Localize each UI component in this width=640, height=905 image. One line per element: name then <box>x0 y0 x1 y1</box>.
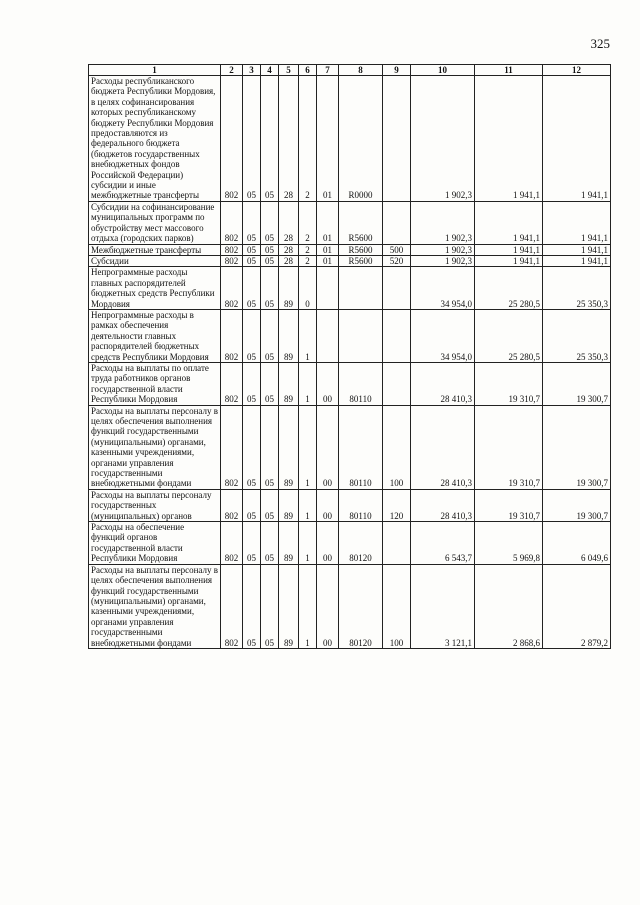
cell-c12: 25 350,3 <box>543 267 611 310</box>
cell-c2: 802 <box>221 201 243 244</box>
cell-c9: 500 <box>383 244 411 255</box>
cell-c5: 28 <box>279 76 299 202</box>
cell-c12: 1 941,1 <box>543 255 611 266</box>
header-row <box>89 65 611 76</box>
cell-c4: 05 <box>261 76 279 202</box>
cell-c2: 802 <box>221 564 243 648</box>
cell-c9 <box>383 522 411 565</box>
cell-c11: 1 941,1 <box>475 244 543 255</box>
cell-c2: 802 <box>221 255 243 266</box>
cell-c3: 05 <box>243 489 261 521</box>
cell-c5: 89 <box>279 489 299 521</box>
cell-c7 <box>317 309 339 362</box>
row-name: Расходы республиканского бюджета Республики Мордовия, в целях софинансирования которых республиканскому бюджету Республики Мордовия предоставляются из федерального бюджета (бюджетов государственных внебюджетных фондов Российской Федерации) субсидии и иные межбюджетные трансферты <box>89 76 221 202</box>
cell-c4: 05 <box>261 267 279 310</box>
cell-c6: 1 <box>299 522 317 565</box>
table-row <box>89 489 611 521</box>
cell-c6: 0 <box>299 267 317 310</box>
cell-c7: 00 <box>317 522 339 565</box>
cell-c3: 05 <box>243 255 261 266</box>
cell-c8: R0000 <box>339 76 383 202</box>
cell-c10: 28 410,3 <box>411 405 475 489</box>
table-row <box>89 267 611 310</box>
cell-c9 <box>383 267 411 310</box>
header-cell: 1 <box>89 65 221 76</box>
cell-c7: 00 <box>317 405 339 489</box>
cell-c4: 05 <box>261 201 279 244</box>
cell-c10: 1 902,3 <box>411 201 475 244</box>
cell-c7: 01 <box>317 76 339 202</box>
cell-c4: 05 <box>261 255 279 266</box>
cell-c12: 2 879,2 <box>543 564 611 648</box>
cell-c10: 1 902,3 <box>411 76 475 202</box>
cell-c11: 1 941,1 <box>475 255 543 266</box>
cell-c3: 05 <box>243 267 261 310</box>
header-cell: 10 <box>411 65 475 76</box>
cell-c10: 3 121,1 <box>411 564 475 648</box>
cell-c8: R5600 <box>339 244 383 255</box>
cell-c11: 19 310,7 <box>475 362 543 405</box>
cell-c11: 25 280,5 <box>475 309 543 362</box>
row-name: Межбюджетные трансферты <box>89 244 221 255</box>
cell-c7: 01 <box>317 201 339 244</box>
cell-c7: 01 <box>317 255 339 266</box>
cell-c6: 1 <box>299 564 317 648</box>
table-row <box>89 564 611 648</box>
row-name: Субсидии на софинансирование муниципальных программ по обустройству мест массового отдыха (городских парков) <box>89 201 221 244</box>
cell-c9: 100 <box>383 405 411 489</box>
row-name: Субсидии <box>89 255 221 266</box>
header-cell: 2 <box>221 65 243 76</box>
cell-c12: 19 300,7 <box>543 405 611 489</box>
row-name: Непрограммные расходы главных распорядителей бюджетных средств Республики Мордовия <box>89 267 221 310</box>
cell-c12: 25 350,3 <box>543 309 611 362</box>
cell-c11: 2 868,6 <box>475 564 543 648</box>
header-cell: 3 <box>243 65 261 76</box>
cell-c12: 6 049,6 <box>543 522 611 565</box>
cell-c3: 05 <box>243 564 261 648</box>
cell-c7: 00 <box>317 489 339 521</box>
cell-c5: 89 <box>279 309 299 362</box>
cell-c2: 802 <box>221 76 243 202</box>
cell-c3: 05 <box>243 522 261 565</box>
header-cell: 5 <box>279 65 299 76</box>
cell-c5: 28 <box>279 244 299 255</box>
cell-c11: 25 280,5 <box>475 267 543 310</box>
cell-c8: 80110 <box>339 405 383 489</box>
header-cell: 7 <box>317 65 339 76</box>
cell-c5: 28 <box>279 255 299 266</box>
table-row <box>89 405 611 489</box>
cell-c5: 89 <box>279 362 299 405</box>
cell-c2: 802 <box>221 489 243 521</box>
row-name: Расходы на выплаты персоналу в целях обеспечения выполнения функций государственными (муниципальными) органами, казенными учреждениями, органами управления государственными внебюджетными фондами <box>89 564 221 648</box>
cell-c9 <box>383 309 411 362</box>
cell-c8: 80110 <box>339 489 383 521</box>
cell-c8 <box>339 267 383 310</box>
cell-c3: 05 <box>243 201 261 244</box>
table-row <box>89 201 611 244</box>
cell-c9 <box>383 362 411 405</box>
cell-c4: 05 <box>261 489 279 521</box>
cell-c12: 1 941,1 <box>543 201 611 244</box>
cell-c8: R5600 <box>339 201 383 244</box>
cell-c7 <box>317 267 339 310</box>
cell-c7: 00 <box>317 362 339 405</box>
cell-c8 <box>339 309 383 362</box>
cell-c10: 28 410,3 <box>411 362 475 405</box>
cell-c6: 2 <box>299 255 317 266</box>
cell-c6: 1 <box>299 309 317 362</box>
cell-c6: 1 <box>299 405 317 489</box>
cell-c9 <box>383 201 411 244</box>
cell-c2: 802 <box>221 522 243 565</box>
cell-c2: 802 <box>221 244 243 255</box>
cell-c2: 802 <box>221 405 243 489</box>
table-row <box>89 362 611 405</box>
cell-c2: 802 <box>221 267 243 310</box>
table-row <box>89 244 611 255</box>
page-number: 325 <box>590 36 610 51</box>
cell-c10: 28 410,3 <box>411 489 475 521</box>
cell-c3: 05 <box>243 405 261 489</box>
cell-c10: 1 902,3 <box>411 255 475 266</box>
cell-c3: 05 <box>243 309 261 362</box>
cell-c5: 28 <box>279 201 299 244</box>
row-name: Расходы на выплаты по оплате труда работников органов государственной власти Республики Мордовия <box>89 362 221 405</box>
row-name: Расходы на выплаты персоналу в целях обеспечения выполнения функций государственными (муниципальными) органами, казенными учреждениями, органами управления государственными внебюджетными фондами <box>89 405 221 489</box>
cell-c10: 34 954,0 <box>411 309 475 362</box>
header-cell: 6 <box>299 65 317 76</box>
header-cell: 8 <box>339 65 383 76</box>
cell-c8: R5600 <box>339 255 383 266</box>
cell-c12: 1 941,1 <box>543 244 611 255</box>
cell-c12: 1 941,1 <box>543 76 611 202</box>
cell-c6: 2 <box>299 201 317 244</box>
cell-c12: 19 300,7 <box>543 489 611 521</box>
cell-c3: 05 <box>243 76 261 202</box>
cell-c9: 100 <box>383 564 411 648</box>
row-name: Расходы на обеспечение функций органов государственной власти Республики Мордовия <box>89 522 221 565</box>
cell-c5: 89 <box>279 522 299 565</box>
cell-c4: 05 <box>261 405 279 489</box>
cell-c11: 19 310,7 <box>475 405 543 489</box>
cell-c8: 80110 <box>339 362 383 405</box>
cell-c2: 802 <box>221 309 243 362</box>
row-name: Непрограммные расходы в рамках обеспечения деятельности главных распорядителей бюджетных средств Республики Мордовия <box>89 309 221 362</box>
cell-c7: 00 <box>317 564 339 648</box>
cell-c11: 1 941,1 <box>475 201 543 244</box>
cell-c3: 05 <box>243 362 261 405</box>
cell-c11: 19 310,7 <box>475 489 543 521</box>
row-name: Расходы на выплаты персоналу государственных (муниципальных) органов <box>89 489 221 521</box>
cell-c4: 05 <box>261 244 279 255</box>
table-row <box>89 309 611 362</box>
table-row <box>89 76 611 202</box>
header-cell: 12 <box>543 65 611 76</box>
table-row <box>89 522 611 565</box>
cell-c6: 2 <box>299 76 317 202</box>
cell-c6: 1 <box>299 489 317 521</box>
cell-c10: 1 902,3 <box>411 244 475 255</box>
cell-c4: 05 <box>261 362 279 405</box>
cell-c10: 34 954,0 <box>411 267 475 310</box>
cell-c9: 120 <box>383 489 411 521</box>
cell-c10: 6 543,7 <box>411 522 475 565</box>
header-cell: 11 <box>475 65 543 76</box>
cell-c6: 2 <box>299 244 317 255</box>
cell-c4: 05 <box>261 564 279 648</box>
budget-table <box>88 64 611 649</box>
cell-c5: 89 <box>279 564 299 648</box>
cell-c9: 520 <box>383 255 411 266</box>
cell-c4: 05 <box>261 309 279 362</box>
table-row <box>89 255 611 266</box>
cell-c6: 1 <box>299 362 317 405</box>
cell-c8: 80120 <box>339 564 383 648</box>
cell-c11: 5 969,8 <box>475 522 543 565</box>
header-cell: 4 <box>261 65 279 76</box>
cell-c5: 89 <box>279 405 299 489</box>
cell-c2: 802 <box>221 362 243 405</box>
cell-c9 <box>383 76 411 202</box>
cell-c5: 89 <box>279 267 299 310</box>
cell-c4: 05 <box>261 522 279 565</box>
cell-c8: 80120 <box>339 522 383 565</box>
cell-c3: 05 <box>243 244 261 255</box>
cell-c7: 01 <box>317 244 339 255</box>
header-cell: 9 <box>383 65 411 76</box>
cell-c12: 19 300,7 <box>543 362 611 405</box>
cell-c11: 1 941,1 <box>475 76 543 202</box>
